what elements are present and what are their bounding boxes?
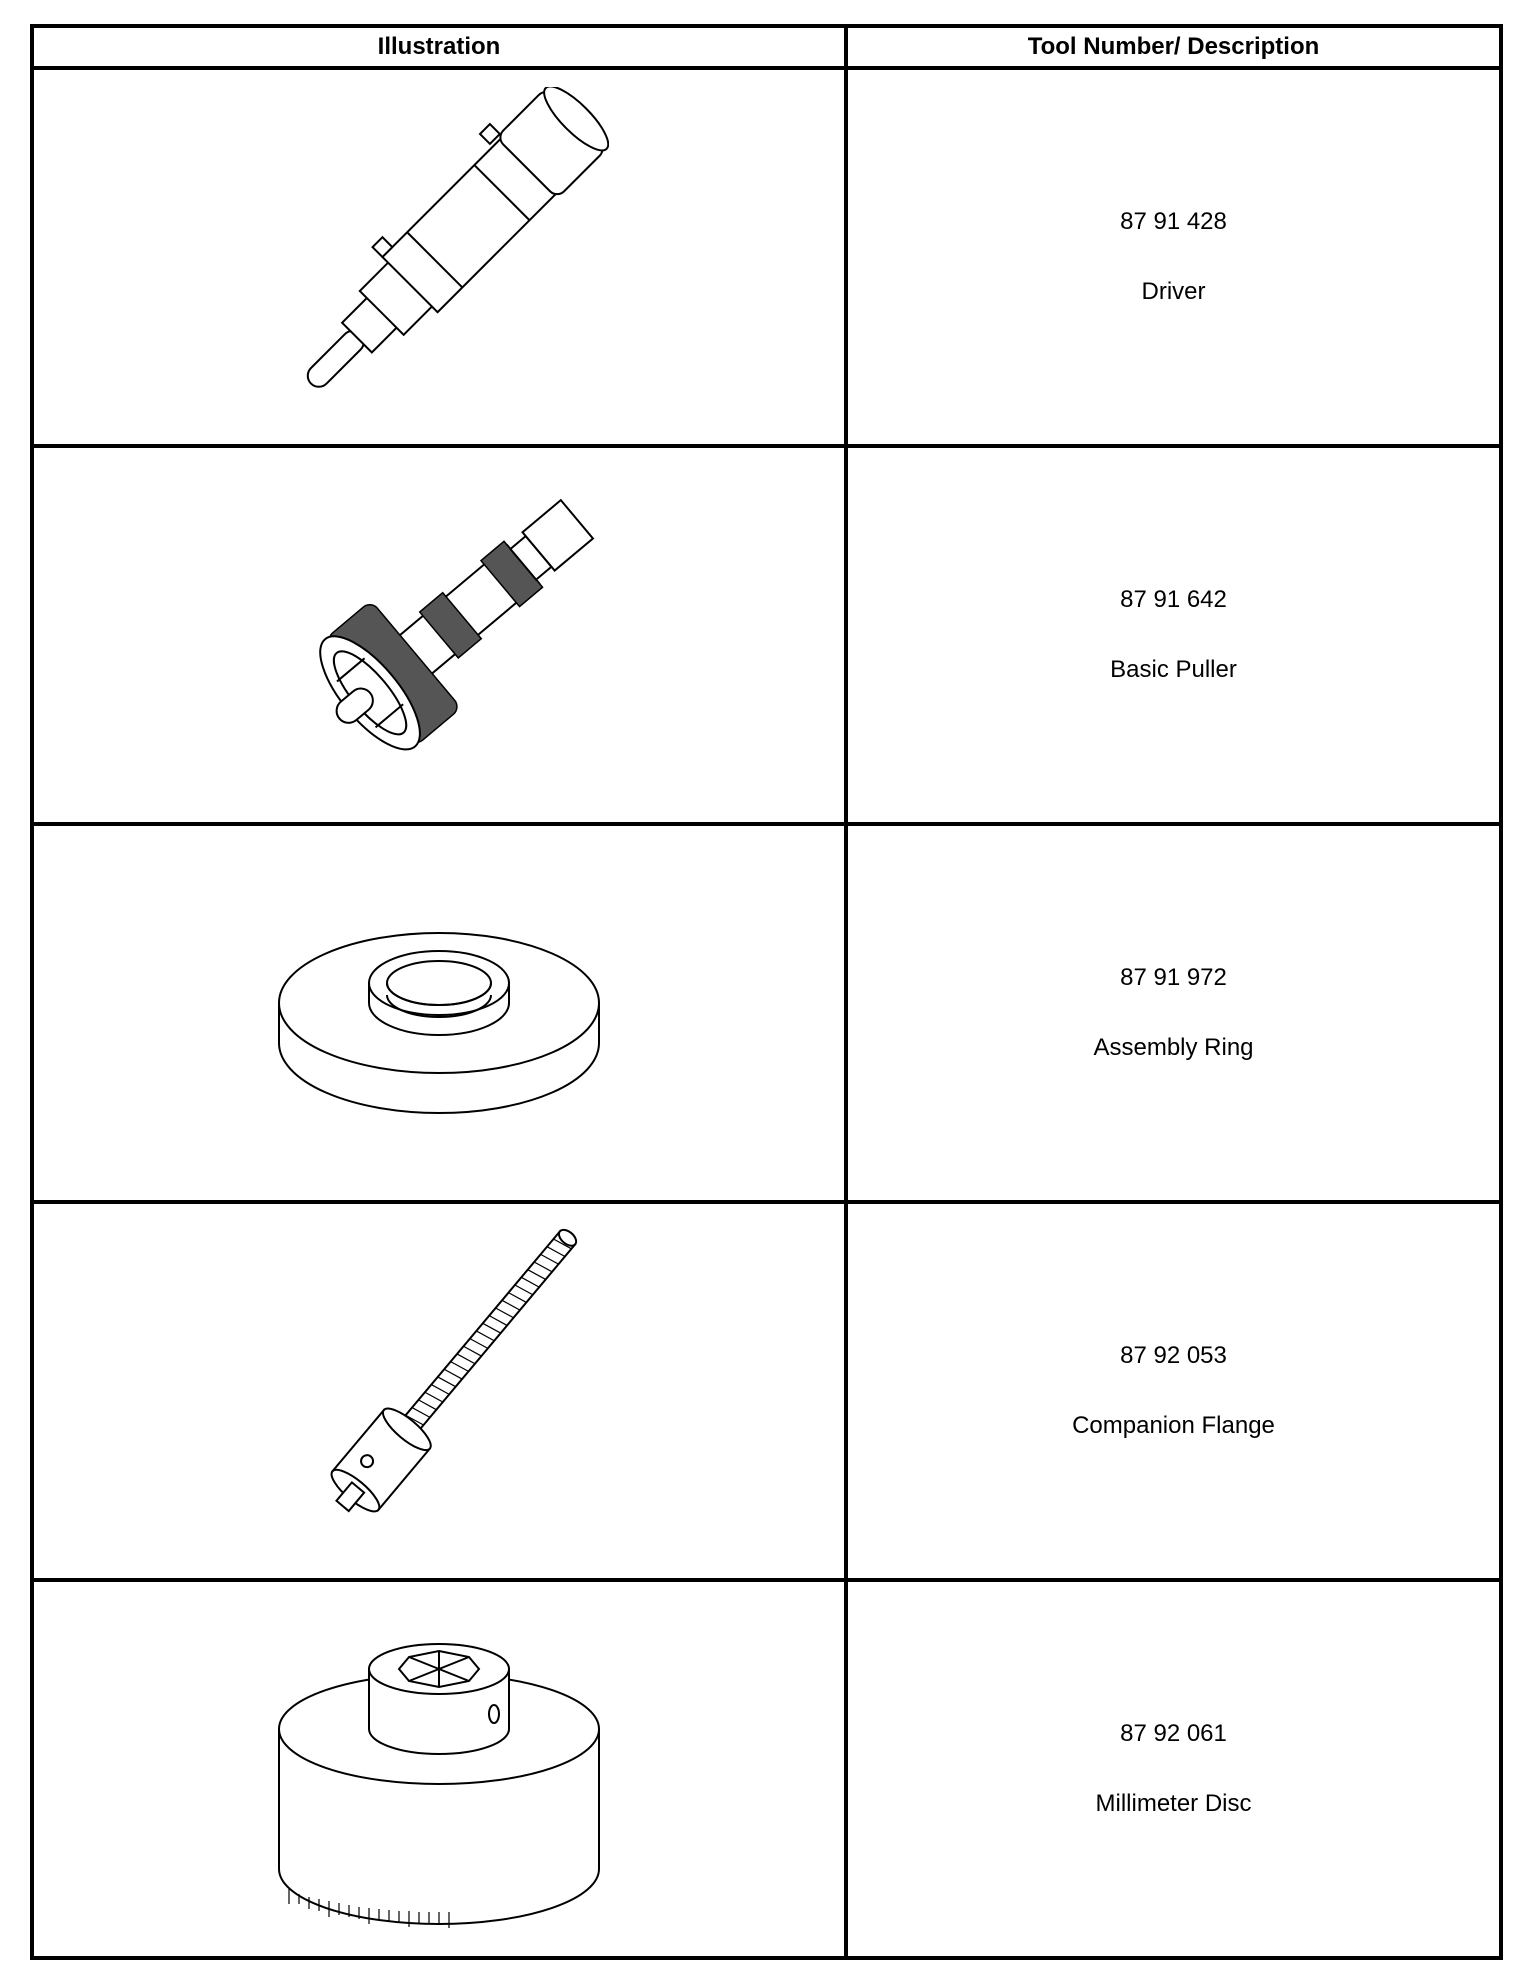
assembly-ring-tool-icon — [269, 883, 609, 1143]
tool-description: Assembly Ring — [1093, 1034, 1254, 1061]
illustration-cell — [32, 446, 846, 824]
illustration-header: Illustration — [32, 26, 846, 68]
tool-description: Driver — [1141, 278, 1206, 305]
illustration-cell — [32, 68, 846, 446]
description-cell — [846, 1202, 1501, 1580]
driver-tool-icon — [269, 87, 609, 427]
tool-table — [30, 24, 1503, 1960]
tool-description: Basic Puller — [1110, 656, 1237, 683]
table-row — [32, 1580, 1501, 1958]
illustration-cell — [32, 1580, 846, 1958]
description-cell — [846, 68, 1501, 446]
table-row — [32, 68, 1501, 446]
description-cell — [846, 824, 1501, 1202]
illustration-cell — [32, 824, 846, 1202]
table-row — [32, 1202, 1501, 1580]
tool-number: 87 91 642 — [1120, 586, 1227, 613]
companion-flange-tool-icon — [269, 1221, 609, 1561]
tool-number: 87 92 061 — [1120, 1720, 1227, 1747]
basic-puller-tool-icon — [269, 465, 609, 805]
tool-header: Tool Number/ Description — [846, 26, 1501, 68]
description-cell — [846, 1580, 1501, 1958]
tool-number: 87 91 428 — [1120, 208, 1227, 235]
table-row — [32, 446, 1501, 824]
description-cell — [846, 446, 1501, 824]
tool-number: 87 91 972 — [1120, 964, 1227, 991]
illustration-cell — [32, 1202, 846, 1580]
table-row — [32, 824, 1501, 1202]
tool-number: 87 92 053 — [1120, 1342, 1227, 1369]
tool-description: Millimeter Disc — [1095, 1790, 1252, 1817]
millimeter-disc-tool-icon — [269, 1599, 609, 1939]
header-row — [32, 26, 1501, 68]
tool-description: Companion Flange — [1072, 1412, 1275, 1439]
